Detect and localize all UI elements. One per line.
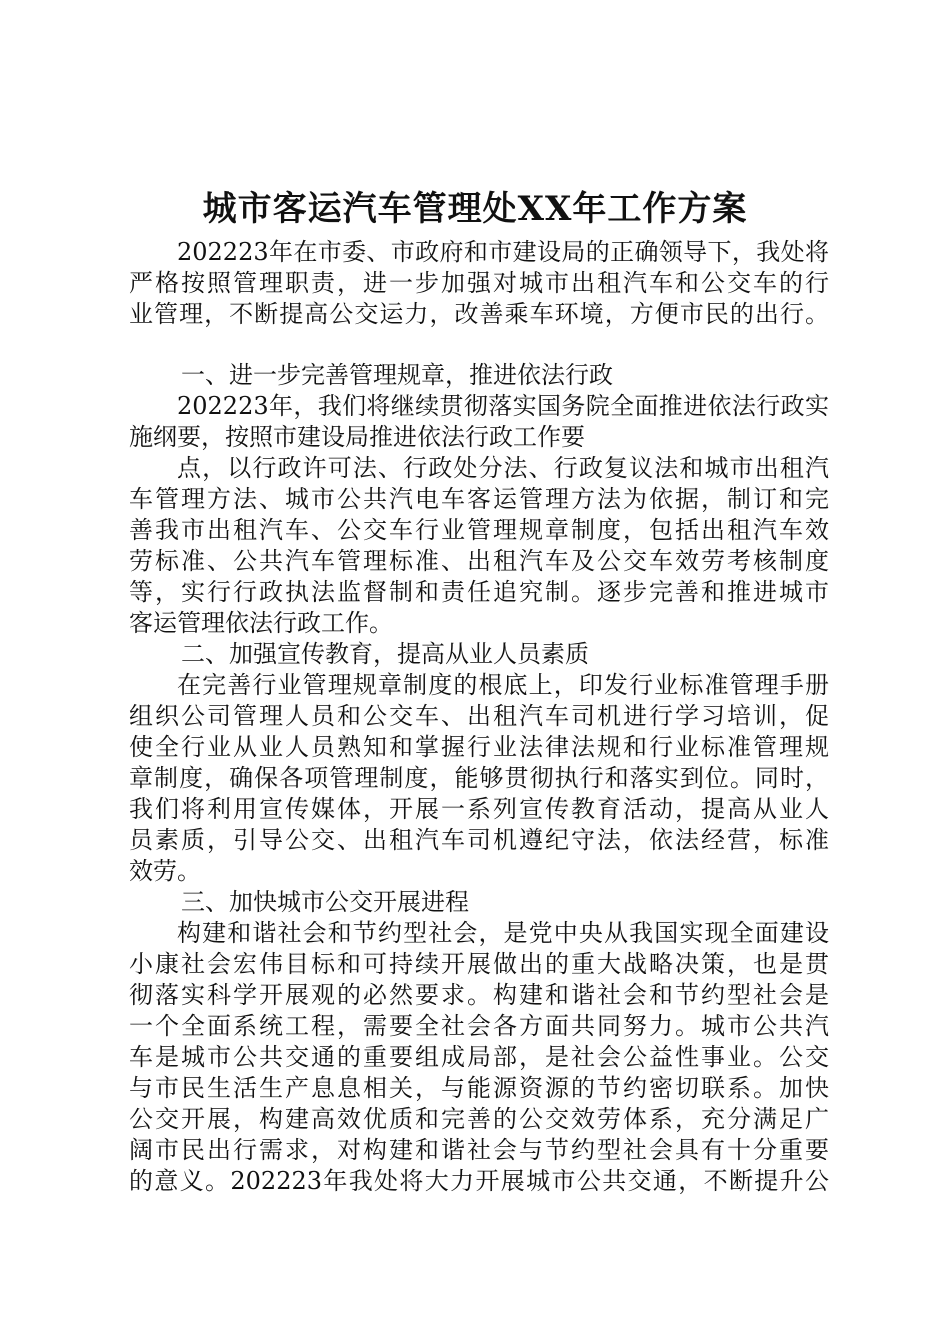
document-body bbox=[129, 237, 829, 1197]
paragraph-line: 效劳。 bbox=[129, 857, 201, 885]
paragraph-line: 点，以行政许可法、行政处分法、行政复议法和城市出租汽 bbox=[177, 454, 829, 482]
paragraph-line: 客运管理依法行政工作。 bbox=[129, 609, 393, 637]
paragraph-line: 章制度，确保各项管理制度，能够贯彻执行和落实到位。同时， bbox=[129, 764, 829, 792]
paragraph-line: 车是城市公共交通的重要组成局部，是社会公益性事业。公交 bbox=[129, 1043, 829, 1071]
paragraph-line: 公交开展，构建高效优质和完善的公交效劳体系，充分满足广 bbox=[129, 1105, 829, 1133]
paragraph-line: 在完善行业管理规章制度的根底上，印发行业标准管理手册 bbox=[177, 671, 829, 699]
paragraph-line: 小康社会宏伟目标和可持续开展做出的重大战略决策，也是贯 bbox=[129, 950, 829, 978]
paragraph-line: 构建和谐社会和节约型社会，是党中央从我国实现全面建设 bbox=[177, 919, 829, 947]
paragraph-line: 使全行业从业人员熟知和掌握行业法律法规和行业标准管理规 bbox=[129, 733, 829, 761]
paragraph-line: 员素质，引导公交、出租汽车司机遵纪守法，依法经营，标准 bbox=[129, 826, 829, 854]
paragraph-gap bbox=[129, 330, 829, 360]
paragraph-line: 善我市出租汽车、公交车行业管理规章制度，包括出租汽车效 bbox=[129, 516, 829, 544]
paragraph-line: 施纲要，按照市建设局推进依法行政工作要 bbox=[129, 423, 585, 451]
paragraph-line: 202223年在市委、市政府和市建设局的正确领导下，我处将 bbox=[177, 238, 829, 266]
section-heading: 三、加快城市公交开展进程 bbox=[181, 888, 469, 916]
paragraph-line: 与市民生活生产息息相关，与能源资源的节约密切联系。加快 bbox=[129, 1074, 829, 1102]
paragraph-line: 等，实行行政执法监督制和责任追究制。逐步完善和推进城市 bbox=[129, 578, 829, 606]
paragraph-line: 阔市民出行需求，对构建和谐社会与节约型社会具有十分重要 bbox=[129, 1136, 829, 1164]
paragraph-line: 一个全面系统工程，需要全社会各方面共同努力。城市公共汽 bbox=[129, 1012, 829, 1040]
paragraph-line: 我们将利用宣传媒体，开展一系列宣传教育活动，提高从业人 bbox=[129, 795, 829, 823]
document-title: 城市客运汽车管理处XX年工作方案 bbox=[202, 189, 748, 229]
paragraph-line: 严格按照管理职责，进一步加强对城市出租汽车和公交车的行 bbox=[129, 269, 829, 297]
section-heading: 一、进一步完善管理规章，推进依法行政 bbox=[181, 361, 613, 389]
paragraph-line: 202223年，我们将继续贯彻落实国务院全面推进依法行政实 bbox=[177, 392, 829, 420]
paragraph-line: 劳标准、公共汽车管理标准、出租汽车及公交车效劳考核制度 bbox=[129, 547, 829, 575]
paragraph-line: 彻落实科学开展观的必然要求。构建和谐社会和节约型社会是 bbox=[129, 981, 829, 1009]
paragraph-line: 的意义。202223年我处将大力开展城市公共交通，不断提升公 bbox=[129, 1167, 829, 1195]
paragraph-line: 车管理方法、城市公共汽电车客运管理方法为依据，制订和完 bbox=[129, 485, 829, 513]
paragraph-line: 组织公司管理人员和公交车、出租汽车司机进行学习培训，促 bbox=[129, 702, 829, 730]
section-heading: 二、加强宣传教育，提高从业人员素质 bbox=[181, 640, 589, 668]
paragraph-line: 业管理，不断提高公交运力，改善乘车环境，方便市民的出行。 bbox=[129, 300, 829, 328]
